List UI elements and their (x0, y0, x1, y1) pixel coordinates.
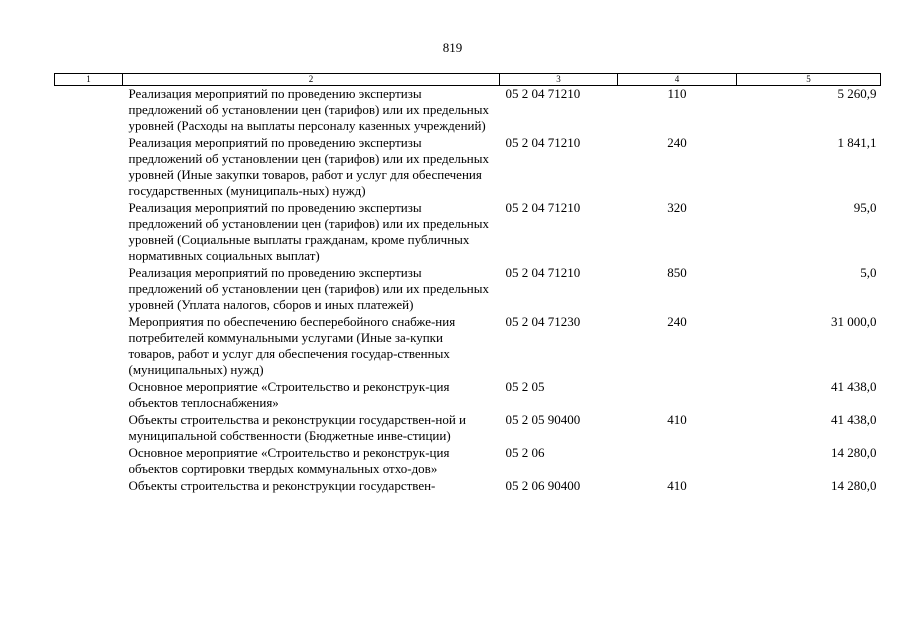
row-target-code: 05 2 06 (505, 445, 545, 460)
row-description: Реализация мероприятий по проведению экспертизы предложений об установлении цен (тарифов) или их предельных уровней (Расходы на выплаты персоналу казенных учреждений) (128, 86, 489, 133)
row-target-code: 05 2 06 90400 (505, 478, 581, 493)
table-row (55, 200, 881, 265)
row-target-code: 05 2 04 71230 (505, 314, 581, 329)
row-description: Основное мероприятие «Строительство и реконструк-ция объектов сортировки твердых коммунальных отхо-дов» (128, 445, 450, 476)
row-expense-type: 320 (667, 200, 687, 215)
row-expense-type: 240 (667, 314, 687, 329)
row-target-code: 05 2 04 71210 (505, 200, 581, 215)
row-target-code: 05 2 04 71210 (505, 86, 581, 101)
row-spacer-cell (55, 200, 123, 265)
column-header-4: 4 (618, 74, 737, 86)
column-header-2: 2 (123, 74, 500, 86)
table-row (55, 135, 881, 200)
row-spacer-cell (55, 265, 123, 314)
row-expense-type (618, 445, 737, 478)
row-description: Основное мероприятие «Строительство и реконструк-ция объектов теплоснабжения» (128, 379, 450, 410)
row-expense-type: 410 (667, 478, 687, 493)
row-spacer-cell (55, 379, 123, 412)
row-expense-type: 410 (667, 412, 687, 427)
row-description: Реализация мероприятий по проведению экспертизы предложений об установлении цен (тарифов) или их предельных уровней (Иные закупки товаров, работ и услуг для обеспечения государственных (муниципаль-ных) нужд) (128, 135, 489, 198)
budget-table (54, 73, 881, 495)
row-spacer-cell (55, 135, 123, 200)
row-expense-type: 110 (667, 86, 687, 101)
column-number-header-row (55, 74, 881, 86)
row-amount: 41 438,0 (831, 379, 877, 394)
row-expense-type (618, 379, 737, 412)
row-description: Мероприятия по обеспечению бесперебойного снабже-ния потребителей коммунальными услугами (Иные за-купки товаров, работ и услуг для обеспечения государ-ственных (муниципальных) нужд) (128, 314, 456, 377)
row-amount: 5 260,9 (837, 86, 877, 101)
row-spacer-cell (55, 314, 123, 379)
row-target-code: 05 2 04 71210 (505, 265, 581, 280)
row-spacer-cell (55, 445, 123, 478)
row-description: Реализация мероприятий по проведению экспертизы предложений об установлении цен (тарифов) или их предельных уровней (Уплата налогов, сборов и иных платежей) (128, 265, 489, 312)
row-target-code: 05 2 05 (505, 379, 545, 394)
column-header-1: 1 (55, 74, 123, 86)
row-amount: 5,0 (860, 265, 877, 280)
row-amount: 14 280,0 (831, 478, 877, 493)
row-amount: 41 438,0 (831, 412, 877, 427)
table-row (55, 265, 881, 314)
table-row (55, 478, 881, 495)
row-amount: 95,0 (853, 200, 877, 215)
table-row (55, 314, 881, 379)
row-spacer-cell (55, 478, 123, 495)
row-target-code: 05 2 05 90400 (505, 412, 581, 427)
table-row (55, 445, 881, 478)
row-target-code: 05 2 04 71210 (505, 135, 581, 150)
row-amount: 31 000,0 (831, 314, 877, 329)
row-amount: 14 280,0 (831, 445, 877, 460)
column-header-3: 3 (500, 74, 618, 86)
row-spacer-cell (55, 412, 123, 445)
row-description: Объекты строительства и реконструкции государствен-ной и муниципальной собственности (Бюджетные инве-стиции) (128, 412, 467, 443)
row-spacer-cell (55, 86, 123, 136)
row-expense-type: 850 (667, 265, 687, 280)
row-description: Объекты строительства и реконструкции государствен- (128, 478, 436, 493)
row-description: Реализация мероприятий по проведению экспертизы предложений об установлении цен (тарифов) или их предельных уровней (Социальные выплаты гражданам, кроме публичных нормативных социальных выплат) (128, 200, 489, 263)
table-row (55, 379, 881, 412)
table-row (55, 86, 881, 136)
column-header-5: 5 (737, 74, 881, 86)
table-row (55, 412, 881, 445)
page-number: 819 (442, 40, 463, 55)
row-amount: 1 841,1 (837, 135, 877, 150)
row-expense-type: 240 (667, 135, 687, 150)
